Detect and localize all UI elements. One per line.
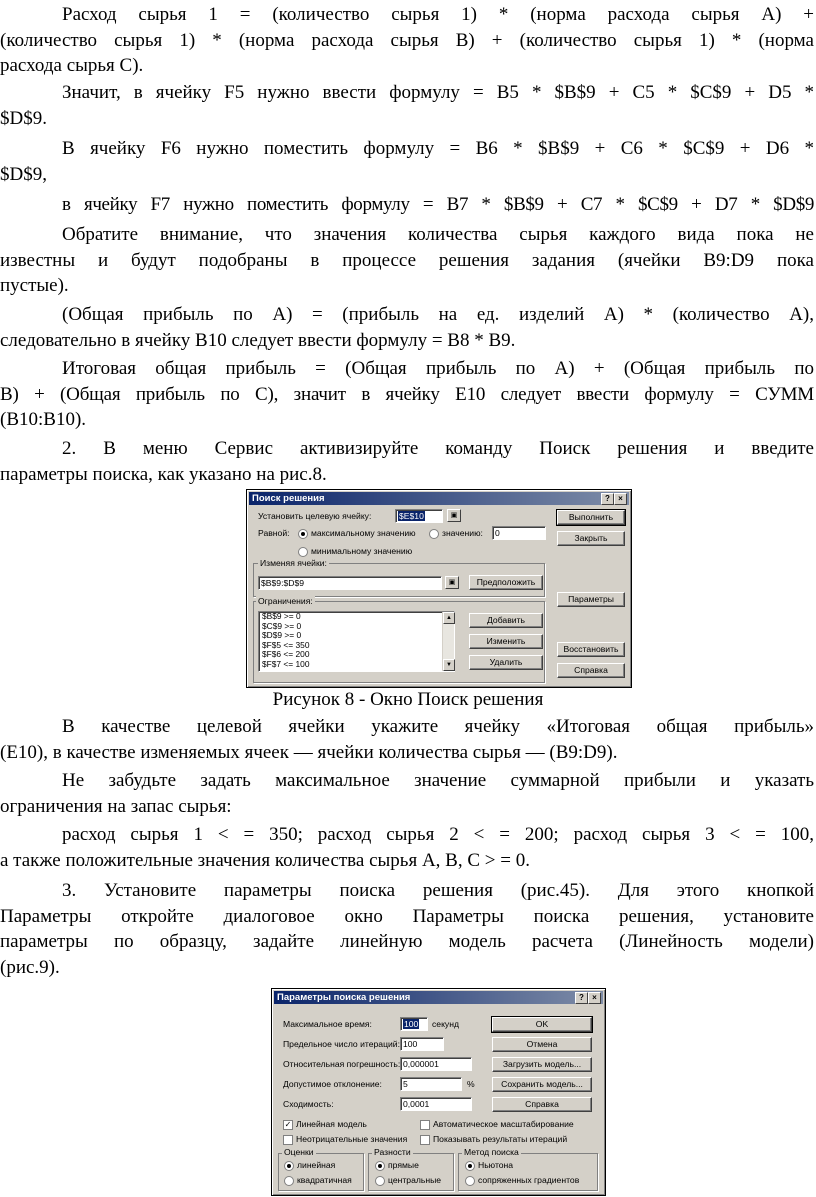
max-value-radio[interactable]	[298, 529, 308, 539]
paragraph-f5-formula	[0, 80, 814, 131]
derivatives-label: Разности	[374, 1147, 411, 1157]
precision-label: Относительная погрешность:	[283, 1059, 401, 1069]
method-newton-label: Ньютона	[478, 1160, 514, 1170]
tolerance-input[interactable]: 5	[400, 1077, 462, 1091]
load-model-button[interactable]: Загрузить модель...	[492, 1057, 592, 1072]
text-line: параметры поиска, как указано на рис.8.	[0, 463, 327, 485]
convergence-input[interactable]: 0,0001	[400, 1097, 472, 1111]
convergence-label: Сходимость:	[283, 1099, 334, 1109]
paragraph-f7-formula	[0, 192, 814, 218]
collapse-dialog-icon[interactable]: ▣	[447, 509, 461, 522]
estimate-quadratic-radio[interactable]	[284, 1176, 294, 1186]
help-button[interactable]: Справка	[492, 1097, 592, 1112]
constraint-item[interactable]: $C$9 >= 0	[262, 620, 302, 631]
text-line: Значит, в ячейку F5 нужно ввести формулу = B5 * $B$9 + C5 * $C$9 + D5 *	[62, 82, 814, 103]
estimate-linear-label: линейная	[297, 1160, 336, 1170]
cancel-button[interactable]: Отмена	[492, 1037, 592, 1052]
max-time-input[interactable]: 100	[400, 1017, 428, 1031]
constraints-list[interactable]	[258, 611, 455, 672]
add-constraint-button[interactable]: Добавить	[469, 613, 543, 628]
text-line: в ячейку F7 нужно поместить формулу = B7 * $B$9 + C7 * $C$9 + D7 * $D$9	[62, 194, 814, 215]
derivative-forward-radio[interactable]	[375, 1161, 385, 1171]
close-title-button[interactable]: ×	[614, 493, 627, 505]
iterations-label: Предельное число итераций:	[283, 1039, 400, 1049]
text-line: пустые).	[0, 275, 69, 296]
run-button[interactable]: Выполнить	[557, 510, 625, 525]
help-title-button[interactable]: ?	[601, 493, 614, 505]
solver-titlebar	[249, 492, 629, 505]
paragraph-step-3	[0, 878, 814, 980]
linear-model-checkbox[interactable]: ✓	[284, 1120, 292, 1129]
text-line: $D$9.	[0, 107, 47, 129]
text-line: Итоговая общая прибыль = (Общая прибыль по A) + (Общая прибыль по	[62, 358, 814, 379]
ok-button[interactable]: OK	[492, 1017, 592, 1032]
text-line: Параметры откройте диалоговое окно Параметры поиска решения, установите	[0, 905, 814, 927]
auto-scale-label: Автоматическое масштабирование	[433, 1119, 574, 1129]
text-line: (E10), в качестве изменяемых ячеек — ячейки количества сырья — (B9:D9).	[0, 741, 618, 763]
guess-button[interactable]: Предположить	[469, 575, 543, 590]
scroll-down-icon[interactable]: ▼	[443, 659, 455, 671]
close-button[interactable]: Закрыть	[557, 531, 625, 546]
method-conjugate-radio[interactable]	[465, 1176, 475, 1186]
help-title-button[interactable]: ?	[575, 992, 588, 1004]
constraint-item[interactable]: $D$9 >= 0	[262, 630, 302, 641]
paragraph-target-cells	[0, 714, 814, 765]
text-line: $D$9,	[0, 163, 47, 185]
text-line: (Общая прибыль по A) = (прибыль на ед. изделий A) * (количество A),	[62, 304, 814, 325]
paragraph-constraints-intro	[0, 768, 814, 819]
estimates-label: Оценки	[284, 1147, 314, 1157]
show-iterations-checkbox[interactable]	[420, 1135, 430, 1145]
options-title: Параметры поиска решения	[277, 992, 411, 1003]
collapse-dialog-icon[interactable]: ▣	[445, 576, 459, 589]
text-line: Расход сырья 1 = (количество сырья 1) * (норма расхода сырья A) +	[62, 4, 814, 25]
auto-scale-checkbox[interactable]	[420, 1120, 430, 1130]
target-cell-input[interactable]: $E$10	[395, 509, 443, 523]
tolerance-label: Допустимое отклонение:	[283, 1079, 382, 1089]
close-title-button[interactable]: ×	[588, 992, 601, 1004]
change-constraint-button[interactable]: Изменить	[469, 634, 543, 649]
derivative-forward-label: прямые	[388, 1160, 419, 1170]
constraints-scrollbar[interactable]	[442, 612, 454, 671]
constraints-label: Ограничения:	[258, 596, 313, 606]
changing-cells-input[interactable]: $B$9:$D$9	[258, 576, 442, 590]
search-method-label: Метод поиска	[464, 1147, 519, 1157]
solver-dialog	[246, 489, 632, 688]
constraint-item[interactable]: $F$5 <= 350	[262, 639, 310, 650]
max-time-unit: секунд	[432, 1019, 459, 1029]
text-line: параметры по образцу, задайте линейную модель расчета (Линейность модели)	[0, 931, 814, 952]
method-conjugate-label: сопряженных градиентов	[478, 1175, 580, 1185]
value-of-radio[interactable]	[429, 529, 439, 539]
save-model-button[interactable]: Сохранить модель...	[492, 1077, 592, 1092]
value-of-label: значению:	[442, 528, 483, 538]
text-line: ограничения на запас сырья:	[0, 795, 232, 817]
changing-cells-label: Изменяя ячейки:	[260, 558, 327, 568]
method-newton-radio[interactable]	[465, 1161, 475, 1171]
max-time-label: Максимальное время:	[283, 1019, 372, 1029]
paragraph-note-empty-cells	[0, 222, 814, 299]
help-button[interactable]: Справка	[557, 663, 625, 678]
max-value-label: максимальному значению	[311, 528, 416, 538]
nonnegative-label: Неотрицательные значения	[296, 1134, 408, 1144]
text-line: Обратите внимание, что значения количества сырья каждого вида пока не	[62, 224, 814, 245]
text-line: В качестве целевой ячейки укажите ячейку «Итоговая общая прибыль»	[62, 716, 814, 737]
min-value-label: минимальному значению	[311, 546, 413, 556]
options-titlebar	[274, 991, 603, 1004]
text-line: 3. Установите параметры поиска решения (рис.45). Для этого кнопкой	[62, 880, 814, 901]
estimate-quadratic-label: квадратичная	[297, 1175, 352, 1185]
paragraph-f6-formula	[0, 136, 814, 187]
constraint-item[interactable]: $F$6 <= 200	[262, 649, 310, 660]
text-line: следовательно в ячейку B10 следует ввести формулу = B8 * B9.	[0, 329, 516, 351]
derivative-central-radio[interactable]	[375, 1176, 385, 1186]
text-line: а также положительные значения количества сырья A, B, C > = 0.	[0, 849, 530, 871]
precision-input[interactable]: 0,000001	[400, 1057, 472, 1071]
linear-model-label: Линейная модель	[296, 1119, 367, 1129]
figure-8-caption: Рисунок 8 - Окно Поиск решения	[272, 689, 544, 710]
reset-all-button[interactable]: Восстановить	[557, 642, 625, 657]
constraint-item[interactable]: $B$9 >= 0	[262, 611, 301, 621]
text-line: (B10:B10).	[0, 409, 87, 430]
text-line: расхода сырья C).	[0, 55, 144, 76]
derivative-central-label: центральные	[388, 1175, 442, 1185]
paragraph-constraint-values	[0, 822, 814, 873]
value-of-input[interactable]: 0	[492, 526, 546, 540]
constraint-item[interactable]: $F$7 <= 100	[262, 658, 310, 669]
paragraph-raw-consumption	[0, 2, 814, 79]
paragraph-step-2	[0, 436, 814, 487]
show-iterations-label: Показывать результаты итераций	[433, 1134, 568, 1144]
min-value-radio[interactable]	[298, 547, 308, 557]
text-line: Не забудьте задать максимальное значение суммарной прибыли и указать	[62, 770, 814, 791]
scroll-up-icon[interactable]: ▲	[443, 612, 455, 624]
estimate-linear-radio[interactable]	[284, 1161, 294, 1171]
solver-title: Поиск решения	[252, 493, 325, 504]
text-line: В ячейку F6 нужно поместить формулу = B6 * $B$9 + C6 * $C$9 + D6 *	[62, 138, 814, 159]
tolerance-unit: %	[467, 1079, 475, 1089]
text-line: (рис.9).	[0, 956, 60, 978]
text-line: B) + (Общая прибыль по C), значит в ячейку E10 следует ввести формулу = СУММ	[0, 383, 814, 405]
paragraph-total-profit	[0, 356, 814, 433]
text-line: (количество сырья 1) * (норма расхода сырья B) + (количество сырья 1) * (норма	[0, 29, 814, 51]
text-line: известны и будут подобраны в процессе решения задания (ячейки B9:D9 пока	[0, 249, 814, 271]
nonnegative-checkbox[interactable]	[283, 1135, 293, 1145]
text-line: расход сырья 1 < = 350; расход сырья 2 < = 200; расход сырья 3 < = 100,	[62, 824, 814, 845]
paragraph-profit-a	[0, 302, 814, 353]
options-button[interactable]: Параметры	[557, 592, 625, 607]
text-line: 2. В меню Сервис активизируйте команду Поиск решения и введите	[62, 438, 814, 459]
search-method-group	[458, 1153, 598, 1191]
solver-options-dialog	[271, 988, 606, 1196]
equal-to-label: Равной:	[258, 528, 290, 538]
delete-constraint-button[interactable]: Удалить	[469, 655, 543, 670]
target-cell-label: Установить целевую ячейку:	[258, 511, 372, 521]
iterations-input[interactable]: 100	[400, 1037, 444, 1051]
